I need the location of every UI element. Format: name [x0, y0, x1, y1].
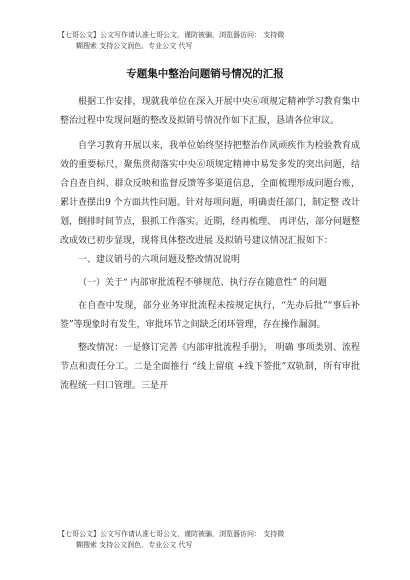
header-banner-line-1: 【七哥公文】公文写作请认准七哥公文，谨防被骗，浏览器访问： 支持微: [58, 31, 285, 39]
footer-banner-line-2: 糊搜索 支持公文润色、专业公文 代写: [76, 541, 193, 549]
footer-banner: [58, 529, 358, 551]
section-heading: 一、建议销号的六项问题及整改情况说明: [78, 255, 241, 265]
paragraph-background: 自学习教育开展以来，我单位始终坚持把整治作风顽疾作为检验教育成效的重要标尺，聚焦贯彻落实中央⑥项规定精神中易发多发的突出问题，结合自查自纠、群众反映和监督反馈等多渠道信息，全面梳理形成问题台账，累计查摆出9 个方面共性问题。针对每项问题，明确责任部门，制定整 改计划，倒排时间节点，狠抓工作落实。近期，经再梳理、 再评估，部分问题整改成效已初步显现，现将具体整改进展 及拟销号建议情况汇报如下：: [60, 141, 360, 246]
document-title: 专题集中整治问题销号情况的汇报: [126, 68, 284, 80]
paragraph-findings: 在自查中发现，部分业务审批流程未按规定执行，“先办后批”“事后补签”等现象时有发生，审批环节之间缺乏闭环管理，存在操作漏洞。: [60, 301, 360, 330]
header-banner: [58, 30, 358, 52]
document-body: [60, 93, 360, 396]
subsection-heading: （一）关于“ 内部审批流程不够规范、执行存在随意性” 的问题: [78, 278, 327, 288]
header-banner-line-2: 糊搜索 支持公文润色、专业公文 代写: [76, 42, 193, 50]
footer-banner-line-1: 【七哥公文】公文写作请认准七哥公文，谨防被骗，浏览器访问： 支持微: [58, 530, 285, 538]
paragraph-rectification: 整改情况：一是修订完善《内部审批流程手册》， 明确 事项类别、流程节点和责任分工。二是全面推行 “线上留痕 +线下签批”双轨制，所有审批流程统一归口管理。三是开: [60, 343, 360, 391]
paragraph-intro: 根据工作安排，现就我单位在深入开展中央⑥项规定精神学习教育集中整治过程中发现问题的整改及拟销号情况作如下汇报，恳请各位审议。: [60, 97, 360, 126]
